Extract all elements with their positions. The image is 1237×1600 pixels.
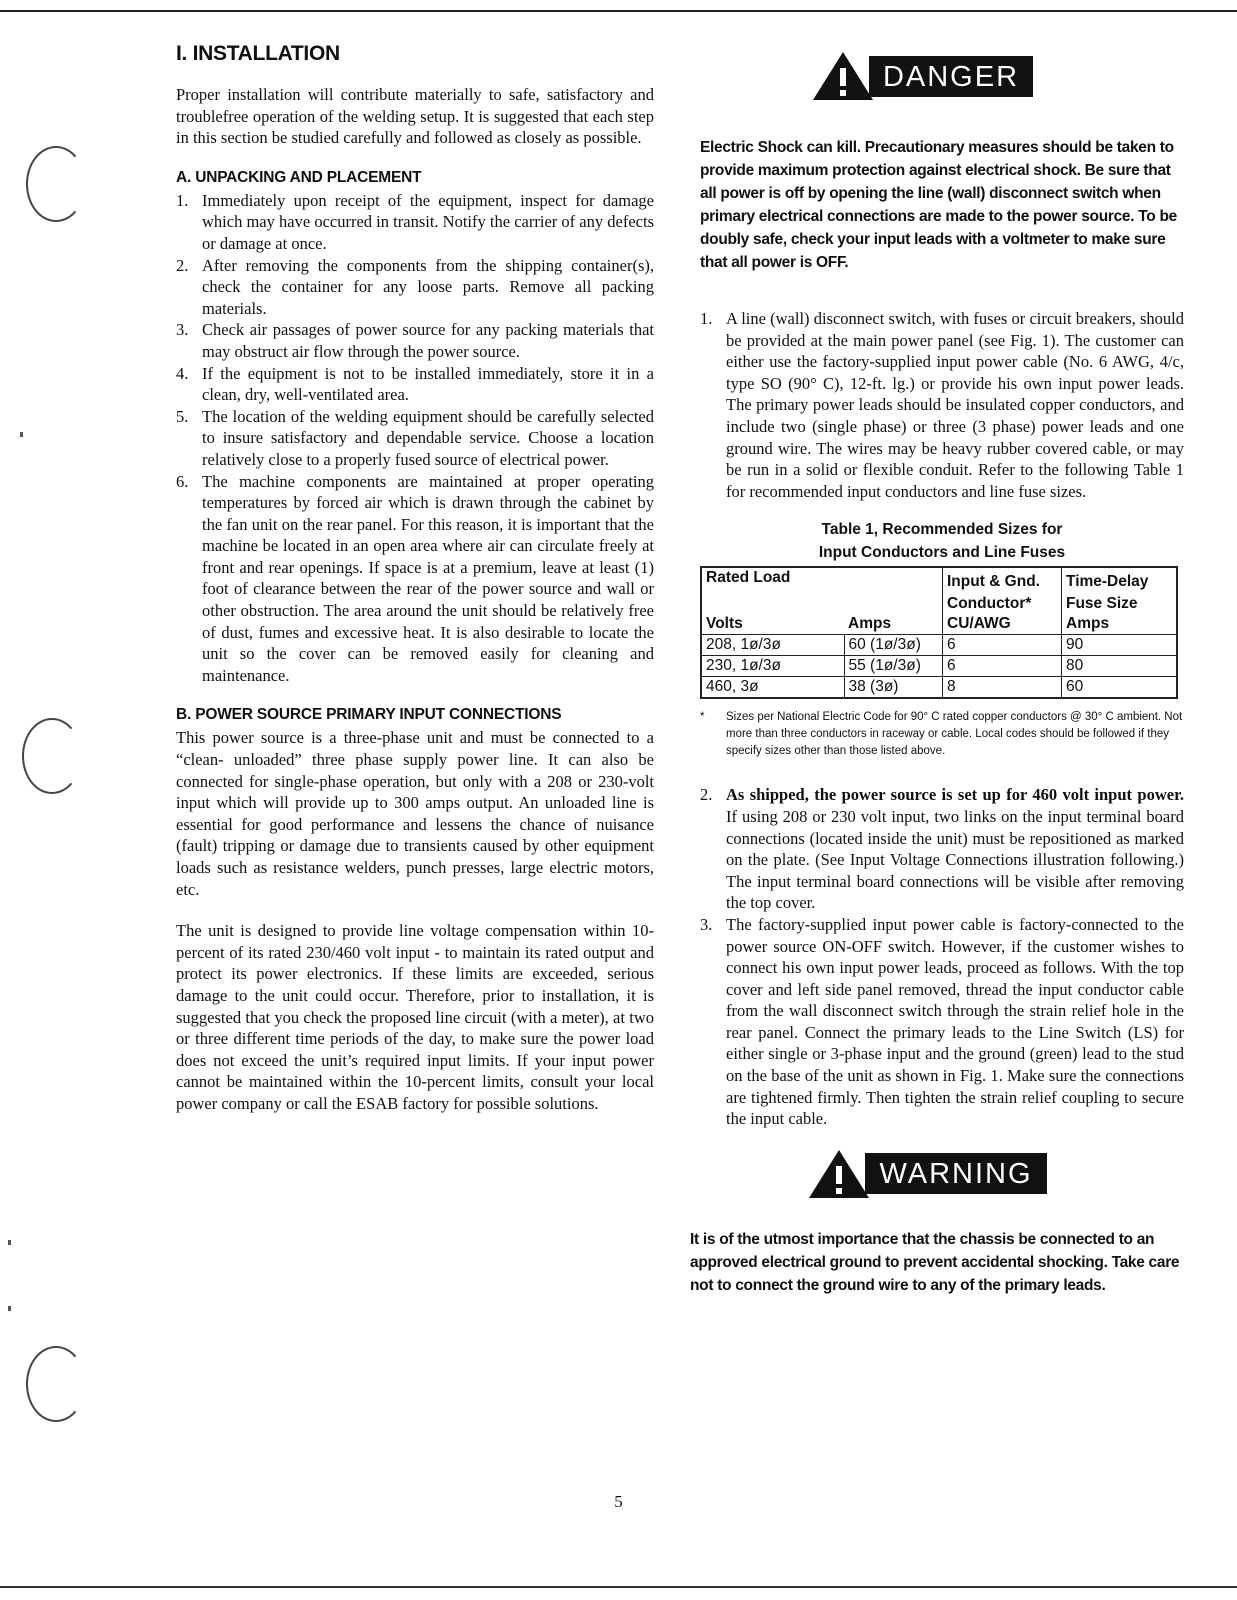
binder-hole-mark xyxy=(22,718,82,794)
subsection-a-title: A. UNPACKING AND PLACEMENT xyxy=(176,168,422,186)
danger-sign xyxy=(660,46,1184,106)
section-heading: I. INSTALLATION xyxy=(176,42,340,65)
binder-hole-mark xyxy=(26,1346,86,1422)
intro-paragraph: Proper installation will contribute materially to safe, satisfactory and troublefree operation of the welding setup. It is suggested that each step in this section be studied carefully and followed as closely as possible. xyxy=(176,85,654,148)
binder-hole-mark xyxy=(26,146,86,222)
paragraph: The unit is designed to provide line voltage compensation within 10-percent of its rated 230/460 volt input - to maintain its rated output and protect its power electronics. If these limits are exceeded, serious damage to the unit could occur. Therefore, prior to installation, it is suggested that you check the proposed line circuit (with a meter), at two or three different time periods of the day, to make sure the power load does not exceed the unit’s required input limits. If your input power cannot be maintained within the 10-percent limits, consult your local power company or call the ESAB factory for possible solutions. xyxy=(176,921,654,1113)
warning-text: It is of the utmost importance that the chassis be connected to an approved electrical ground to prevent accidental shocking. Take care not to connect the ground wire to any of the primary leads. xyxy=(690,1230,1180,1294)
page-number: 5 xyxy=(614,1492,623,1511)
input-connection-list xyxy=(700,308,1184,502)
scan-speck xyxy=(8,1306,11,1311)
subsection-b-title: B. POWER SOURCE PRIMARY INPUT CONNECTIONS xyxy=(176,706,562,724)
unpacking-list xyxy=(176,190,654,687)
list-item: 6. The machine components are maintained at proper operating temperatures by forced air which is drawn through the cabinet by the fan unit on the rear panel. For this reason, it is important that the machine be located in an open area where air can circulate freely at front and rear openings. If space is at a premium, leave at least (1) foot of clearance between the rear of the power source and wall or other obstruction. The area around the unit should be relatively free of dust, fumes and excessive heat. It is also desirable to locate the unit so the cover can be removed easily for cleaning and maintenance. xyxy=(176,471,654,685)
bottom-border-line xyxy=(0,1586,1237,1588)
list-item: 2. After removing the components from the shipping container(s), check the container for any loose parts. Remove all packing materials. xyxy=(176,255,654,318)
sizes-table xyxy=(700,566,1178,699)
warning-label: WARNING xyxy=(865,1153,1046,1194)
table-row: 208, 1ø/3ø 60 (1ø/3ø) 6 90 xyxy=(701,635,1177,656)
table-row: 460, 3ø 38 (3ø) 8 60 xyxy=(701,677,1177,699)
scan-speck xyxy=(20,432,23,437)
table-footnote: * Sizes per National Electric Code for 90° C rated copper conductors @ 30° C ambient. Not more than three conductors in raceway or cable. Local codes should be followed if they specify sizes other than those listed above. xyxy=(700,711,1183,758)
list-item: 5. The location of the welding equipment should be carefully selected to insure satisfactory and dependable service. Choose a location relatively close to a properly fused source of electrical power. xyxy=(176,406,654,469)
list-item: 3. The factory-supplied input power cable is factory-connected to the power source ON-OFF switch. However, if the customer wishes to connect his own input power leads, proceed as follows. With the top cover and left side panel removed, thread the input conductor cable from the wall disconnect switch through the strain relief hole in the rear panel. Connect the primary leads to the Line Switch (LS) for either single or 3-phase input and the ground (green) lead to the stud on the base of the unit as shown in Fig. 1. Make sure the connections are tightened firmly. Then tighten the strain relief coupling to secure the input cable. xyxy=(700,914,1184,1129)
table-header-row: Rated Load Input & Gnd. Time-Delay xyxy=(701,567,1177,592)
warning-sign xyxy=(670,1144,1184,1204)
list-item: 1. Immediately upon receipt of the equipment, inspect for damage which may have occurred in transit. Notify the carrier of any defects or damage at once. xyxy=(176,190,654,253)
input-connection-list xyxy=(700,784,1184,1130)
left-column xyxy=(176,40,654,1115)
list-item: 2. As shipped, the power source is set up for 460 volt input power. If using 208 or 230 volt input, two links on the input terminal board connections (located inside the unit) must be repositioned as marked on the plate. (See Input Voltage Connections illustration following.) The input terminal board connections will be visible after removing the top cover. xyxy=(700,785,1184,913)
exclamation-triangle-icon xyxy=(807,1148,871,1200)
table-header-row: Volts Amps CU/AWG Amps xyxy=(701,614,1177,635)
danger-label: DANGER xyxy=(869,56,1033,97)
exclamation-triangle-icon xyxy=(811,50,875,102)
table-row: 230, 1ø/3ø 55 (1ø/3ø) 6 80 xyxy=(701,656,1177,677)
scan-speck xyxy=(8,1240,11,1245)
table-caption: Table 1, Recommended Sizes for Input Conductors and Line Fuses xyxy=(818,521,1066,562)
right-column xyxy=(690,40,1184,1297)
top-border-line xyxy=(0,10,1237,12)
list-item: 1. A line (wall) disconnect switch, with fuses or circuit breakers, should be provided at the main power panel (see Fig. 1). The customer can either use the factory-supplied input power cable (No. 6 AWG, 4/c, type SO (90° C), 12-ft. lg.) or provide his own input power leads. The primary power leads should be insulated copper conductors, and include two (single phase) or three (3 phase) power leads and one ground wire. The wires may be heavy rubber covered cable, or may be run in a solid or flexible conduit. Refer to the following Table 1 for recommended input conductors and line fuse sizes. xyxy=(700,309,1184,501)
danger-text: Electric Shock can kill. Precautionary measures should be taken to provide maximum protection against electrical shock. Be sure that all power is off by opening the line (wall) disconnect switch when primary electrical connections are made to the power source. To be doubly safe, check your input leads with a voltmeter to make sure that all power is OFF. xyxy=(700,139,1177,271)
list-item: 4. If the equipment is not to be installed immediately, store it in a clean, dry, well-ventilated area. xyxy=(176,363,654,405)
table-header-row: Conductor* Fuse Size xyxy=(701,592,1177,614)
paragraph: This power source is a three-phase unit and must be connected to a “clean- unloaded” three phase supply power line. It can also be connected for single-phase operation, but only with a 208 or 230-volt input which will provide up to 300 amps output. An unloaded line is essential for good performance and lessens the chance of nuisance (fault) tripping or damage due to transients caused by other equipment loads such as resistance welders, punch presses, large electric motors, etc. xyxy=(176,728,654,899)
list-item: 3. Check air passages of power source for any packing materials that may obstruct air flow through the power source. xyxy=(176,320,654,361)
